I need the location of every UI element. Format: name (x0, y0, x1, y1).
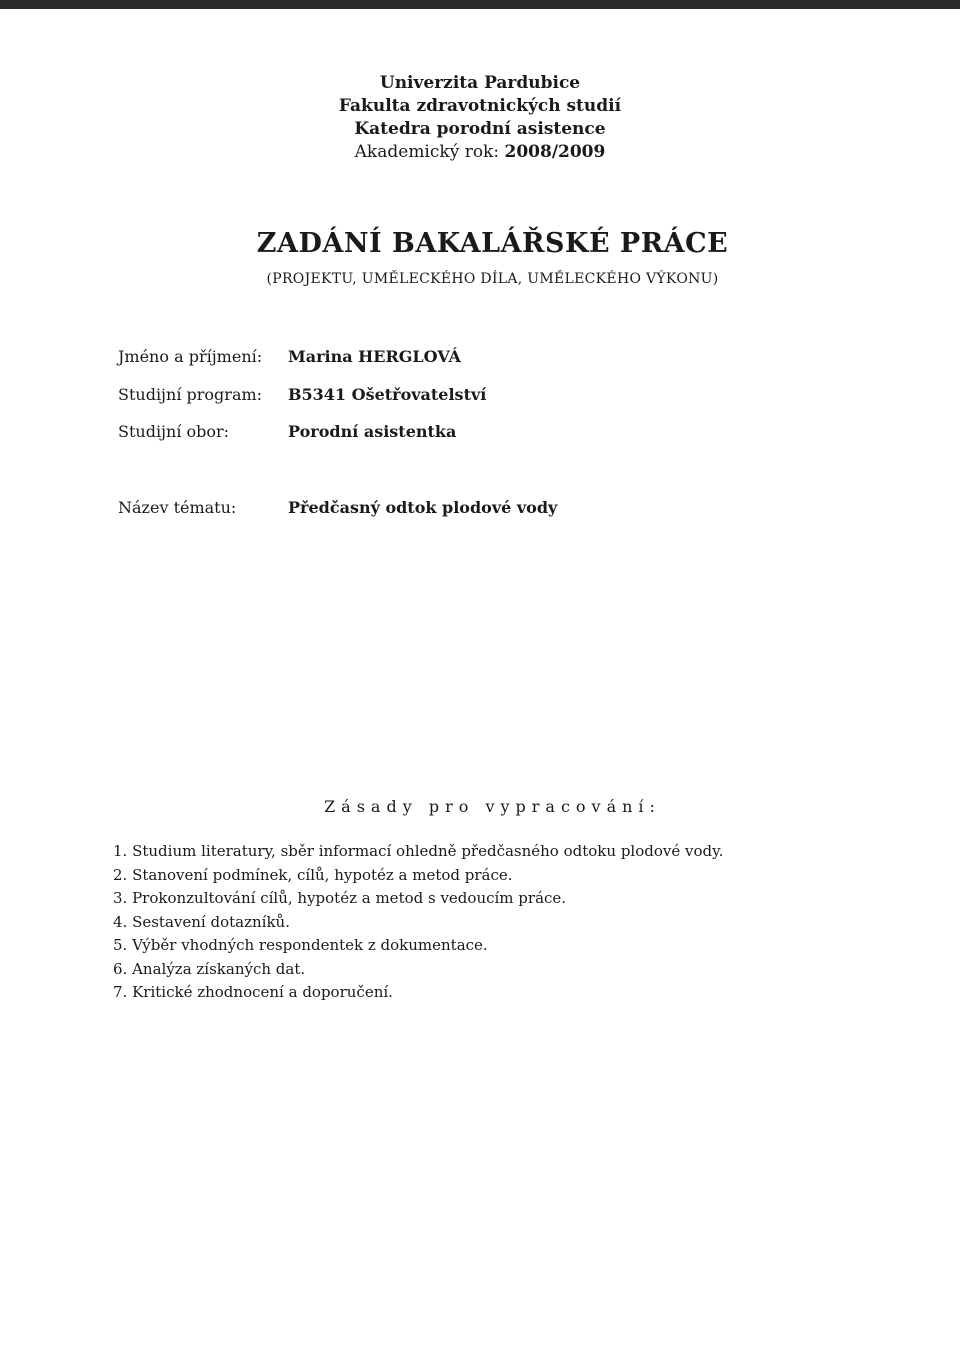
rules-title: Zásady pro vypracování: (324, 797, 661, 816)
program-label: Studijní program: (118, 385, 263, 404)
institution-header (0, 72, 960, 164)
topic-value: Předčasný odtok plodové vody (288, 498, 558, 517)
name-label: Jméno a příjmení: (118, 347, 263, 366)
academic-year (0, 141, 960, 164)
rules-list (113, 840, 723, 1005)
program-row (118, 385, 486, 404)
name-value: Marina HERGLOVÁ (288, 347, 461, 366)
university-name: Univerzita Pardubice (379, 73, 581, 93)
list-item: 4. Sestavení dotazníků. (113, 912, 290, 931)
field-value: Porodní asistentka (288, 422, 457, 441)
document-title: ZADÁNÍ BAKALÁŘSKÉ PRÁCE (256, 228, 729, 259)
program-value: B5341 Ošetřovatelství (288, 385, 487, 404)
list-item: 1. Studium literatury, sběr informací ohledně předčasného odtoku plodové vody. (113, 842, 724, 860)
department-name: Katedra porodní asistence (354, 119, 606, 139)
list-item: 6. Analýza získaných dat. (113, 959, 306, 978)
topic-label: Název tématu: (118, 498, 237, 517)
field-row (118, 422, 456, 441)
document-subtitle: (PROJEKTU, UMĚLECKÉHO DÍLA, UMĚLECKÉHO VÝKONU) (266, 271, 719, 287)
list-item: 3. Prokonzultování cílů, hypotéz a metod s vedoucím práce. (113, 889, 567, 907)
list-item: 2. Stanovení podmínek, cílů, hypotéz a metod práce. (113, 865, 513, 884)
academic-year-value: 2008/2009 (504, 142, 606, 162)
topic-row (118, 498, 557, 517)
academic-year-label: Akademický rok: (354, 142, 500, 162)
faculty-name: Fakulta zdravotnických studií (338, 96, 622, 116)
list-item: 7. Kritické zhodnocení a doporučení. (113, 983, 393, 1001)
name-row (118, 347, 461, 366)
list-item: 5. Výběr vhodných respondentek z dokumentace. (113, 936, 488, 954)
field-label: Studijní obor: (118, 422, 230, 441)
